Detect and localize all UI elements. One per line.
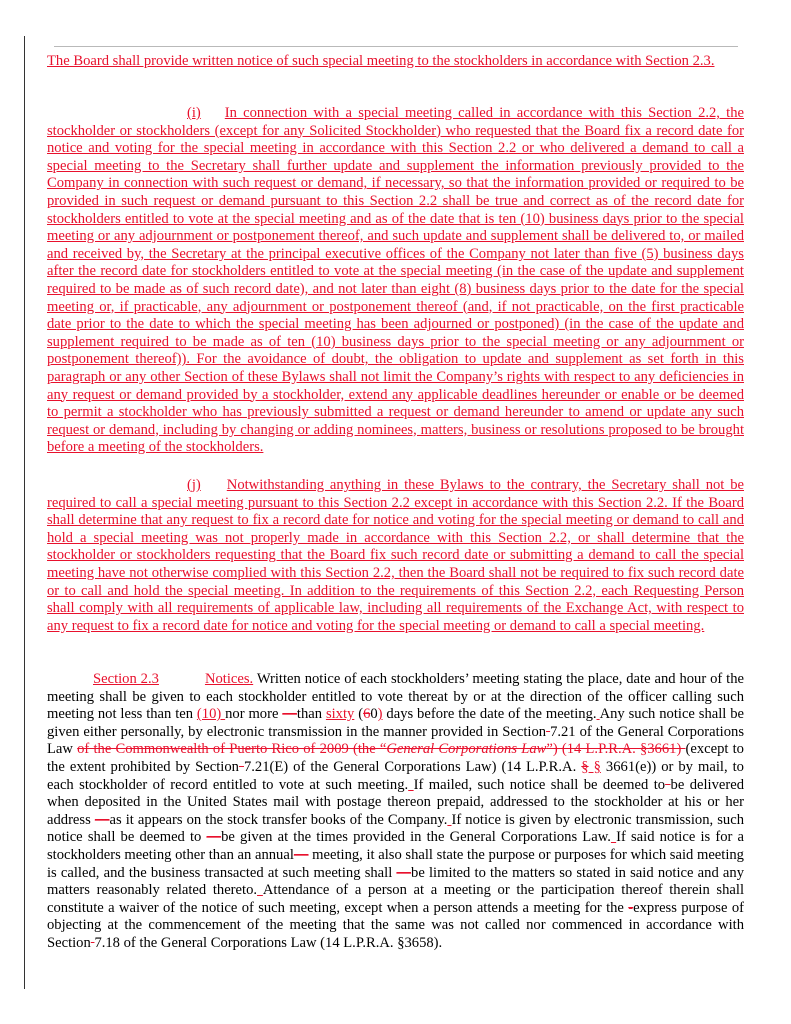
section-2-3-paragraph: Section 2.3 Notices. Written notice of each stockholders’ meeting stating the place, date and hour of the meeting shall be given to each stockholder entitled to vote thereat by or at the direction of the officer calling such meeting not less than ten (10) nor more —than sixty (60) days before the date of the meeting. Any such notice shall be given either personally, by electronic transmission in the manner provided in Section 7.21 of the General Corporations Law of the Commonwealth of Puerto Rico of 2009 (the “General Corporations Law”) (14 L.P.R.A. §3661) (except to the extent prohibited by Section 7.21(E) of the General Corporations Law) (14 L.P.R.A. § § 3661(e)) or by mail, to each stockholder of record entitled to vote at such meeting. If mailed, such notice shall be deemed to be delivered when deposited in the United States mail with postage thereon prepaid, addressed to the stockholder at his or her address —as it appears on the stock transfer books of the Company. If notice is given by electronic transmission, such notice shall be deemed to —be given at the times provided in the General Corporations Law. If said notice is for a stockholders meeting other than an annual— meeting, it also shall state the purpose or purposes for which said meeting is called, and the business transacted at such meeting shall —be limited to the matters so stated in said notice and any matters reasonably related thereto. Attendance of a person at a meeting or the participation thereof therein shall constitute a waiver of the notice of such meeting, except when a person attends a meeting for the -express purpose of objecting at the commencement of the meeting that the same was not called nor commenced in accordance with Section 7.18 of the General Corporations Law (14 L.P.R.A. §3658). — [47, 671, 745, 951]
section-heading-title: Notices. — [204, 671, 254, 687]
board-notice-paragraph — [47, 53, 744, 71]
paragraph-j — [47, 477, 744, 635]
deleted-text: of the Commonwealth of Puerto Rico of 2009 (the “ — [77, 741, 387, 758]
deleted-text: General Corporations Law — [386, 741, 547, 758]
paragraph-text: Notwithstanding anything in these Bylaws to the contrary, the Secretary shall not be required to call a special meeting pursuant to this Section 2.2 except in accordance with this Section 2.2. If the Board shall determine that any request to fix a record date for notice and voting for the special meeting or demand to call and hold a special meeting was not properly made in accordance with this Section 2.2, or shall determine that the stockholder or stockholders requesting that the Board fix such record date or submitting a demand to call the special meeting have not otherwise complied with this Section 2.2, then the Board shall not be required to fix such record date or to call and hold the special meeting. In addition to the requirements of this Section 2.2, each Requesting Person shall comply with all requirements of applicable law, including all requirements of the Exchange Act, with respect to any request to fix a record date for notice and voting for the special meeting or demand to call a special meeting. — [47, 477, 744, 634]
paragraph-i — [47, 105, 744, 457]
change-bar — [24, 36, 25, 989]
deleted-text: ”) (14 L.P.R.A. §3661) — [546, 741, 686, 758]
paragraph-label: (i) — [187, 105, 201, 121]
header-rule — [54, 46, 738, 47]
section-heading-number: Section 2.3 — [93, 671, 159, 687]
paragraph-label: (j) — [187, 477, 201, 493]
paragraph-text: In connection with a special meeting called in accordance with this Section 2.2, the stockholder or stockholders (except for any Solicited Stockholder) who requested that the Board fix a record date for notice and voting for the special meeting in accordance with this Section 2.2 or who delivered a demand to call a special meeting to the Secretary shall further update and supplement the information previously provided to the Company in connection with such request or demand, if necessary, so that the information provided or required to be provided in such request or demand pursuant to this Section 2.2 shall be true and correct as of the record date for stockholders entitled to vote at the special meeting and as of the date that is ten (10) business days prior to the special meeting or any adjournment or postponement thereof, and such update and supplement shall be delivered to, or mailed and received by, the Secretary at the principal executive offices of the Company not later than five (5) business days after the record date for stockholders entitled to vote at the special meeting (in the case of the update and supplement required to be made as of such record date), and not later than eight (8) business days prior to the date for the special meeting or, if practicable, any adjournment or postponement thereof (and, if not practicable, on the first practicable date prior to the date to which the special meeting has been adjourned or postponed) (in the case of the update and supplement required to be made as of ten (10) business days prior to the special meeting or any adjournment or postponement thereof)). For the avoidance of doubt, the obligation to update and supplement as set forth in this paragraph or any other Section of these Bylaws shall not limit the Company’s rights with respect to any deficiencies in any request or demand provided by a stockholder, extend any applicable deadlines hereunder or enable or be deemed to permit a stockholder who has previously submitted a request or demand hereunder to amend or update any such request or demand, including by changing or adding nominees, matters, business or resolutions proposed to be brought before a meeting of the stockholders. — [47, 105, 744, 456]
inserted-text: The Board shall provide written notice of such special meeting to the stockholders in accordance with Section 2.3. — [47, 53, 715, 69]
